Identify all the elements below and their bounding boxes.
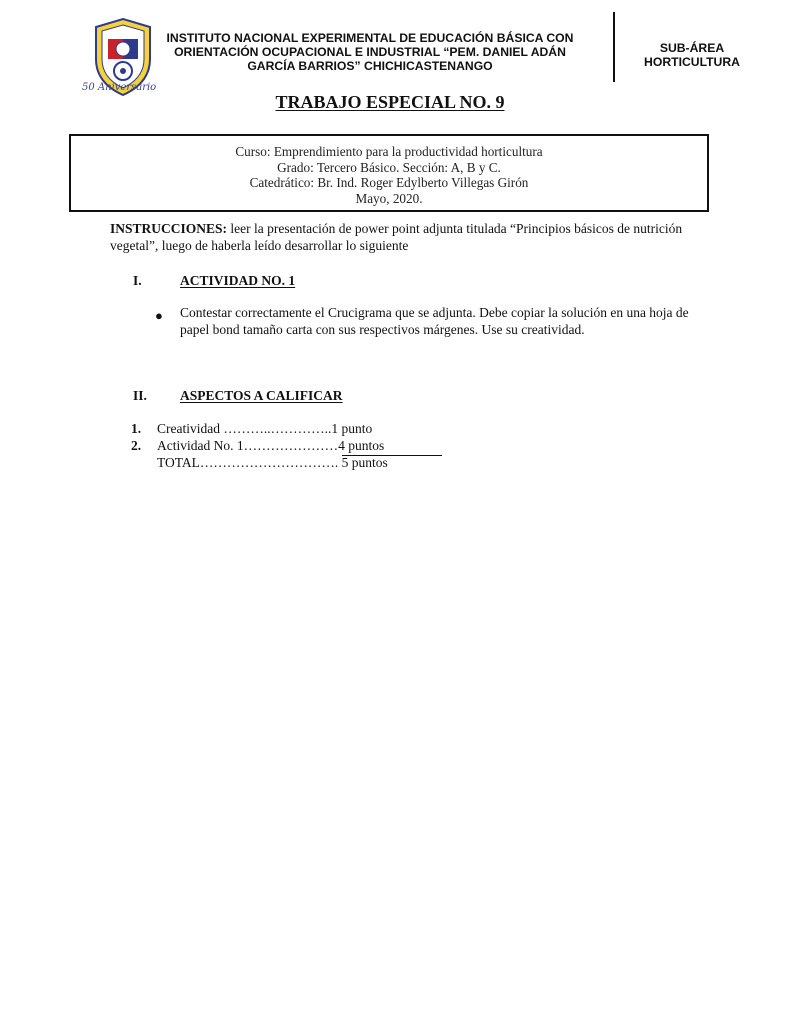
date-line: Mayo, 2020. [355, 190, 423, 206]
score-item-1-number: 1. [131, 421, 142, 436]
score-item-2-text: Actividad No. 1…………………4 puntos [157, 438, 385, 453]
sub-area-label: SUB-ÁREA [659, 41, 725, 55]
sub-area-value: HORTICULTURA [644, 55, 740, 69]
section-2-number: II. [133, 388, 147, 403]
sub-area-block [628, 41, 756, 69]
course-info-box [69, 134, 709, 212]
institution-name: INSTITUTO NACIONAL EXPERIMENTAL DE EDUCACIÓN BÁSICA CON ORIENTACIÓN OCUPACIONAL E INDUSTRIAL “PEM. DANIEL ADÁN GARCÍA BARRIOS” CHICHICASTENANGO [166, 31, 574, 73]
document-title: TRABAJO ESPECIAL NO. 9 [275, 92, 505, 112]
instructions-paragraph [110, 220, 700, 254]
score-item-2-number: 2. [131, 438, 142, 453]
bullet-icon: ● [155, 308, 163, 323]
teacher-line: Catedrático: Br. Ind. Roger Edylberto Villegas Girón [249, 175, 529, 190]
section-1-title: ACTIVIDAD NO. 1 [180, 273, 296, 288]
score-total: TOTAL…………………………. 5 puntos [157, 455, 388, 470]
score-item-1-text: Creatividad ………..…………..1 punto [157, 421, 373, 436]
grade-line: Grado: Tercero Básico. Sección: A, B y C. [277, 159, 501, 175]
instructions-label: INSTRUCCIONES: [110, 221, 228, 236]
anniversary-label: 50 Aniversario [82, 82, 157, 93]
header-divider [613, 12, 615, 82]
section-1-number: I. [133, 273, 142, 288]
course-line: Curso: Emprendimiento para la productividad horticultura [235, 144, 543, 159]
section-2-title: ASPECTOS A CALIFICAR [180, 388, 343, 403]
instructions-text: leer la presentación de power point adjunta titulada “Principios básicos de nutrición vegetal”, luego de haberla leído desarrollar lo siguiente [110, 221, 683, 253]
section-1-bullet-text: Contestar correctamente el Crucigrama que se adjunta. Debe copiar la solución en una hoja de papel bond tamaño carta con sus respectivos márgenes. Use su creatividad. [180, 305, 689, 337]
